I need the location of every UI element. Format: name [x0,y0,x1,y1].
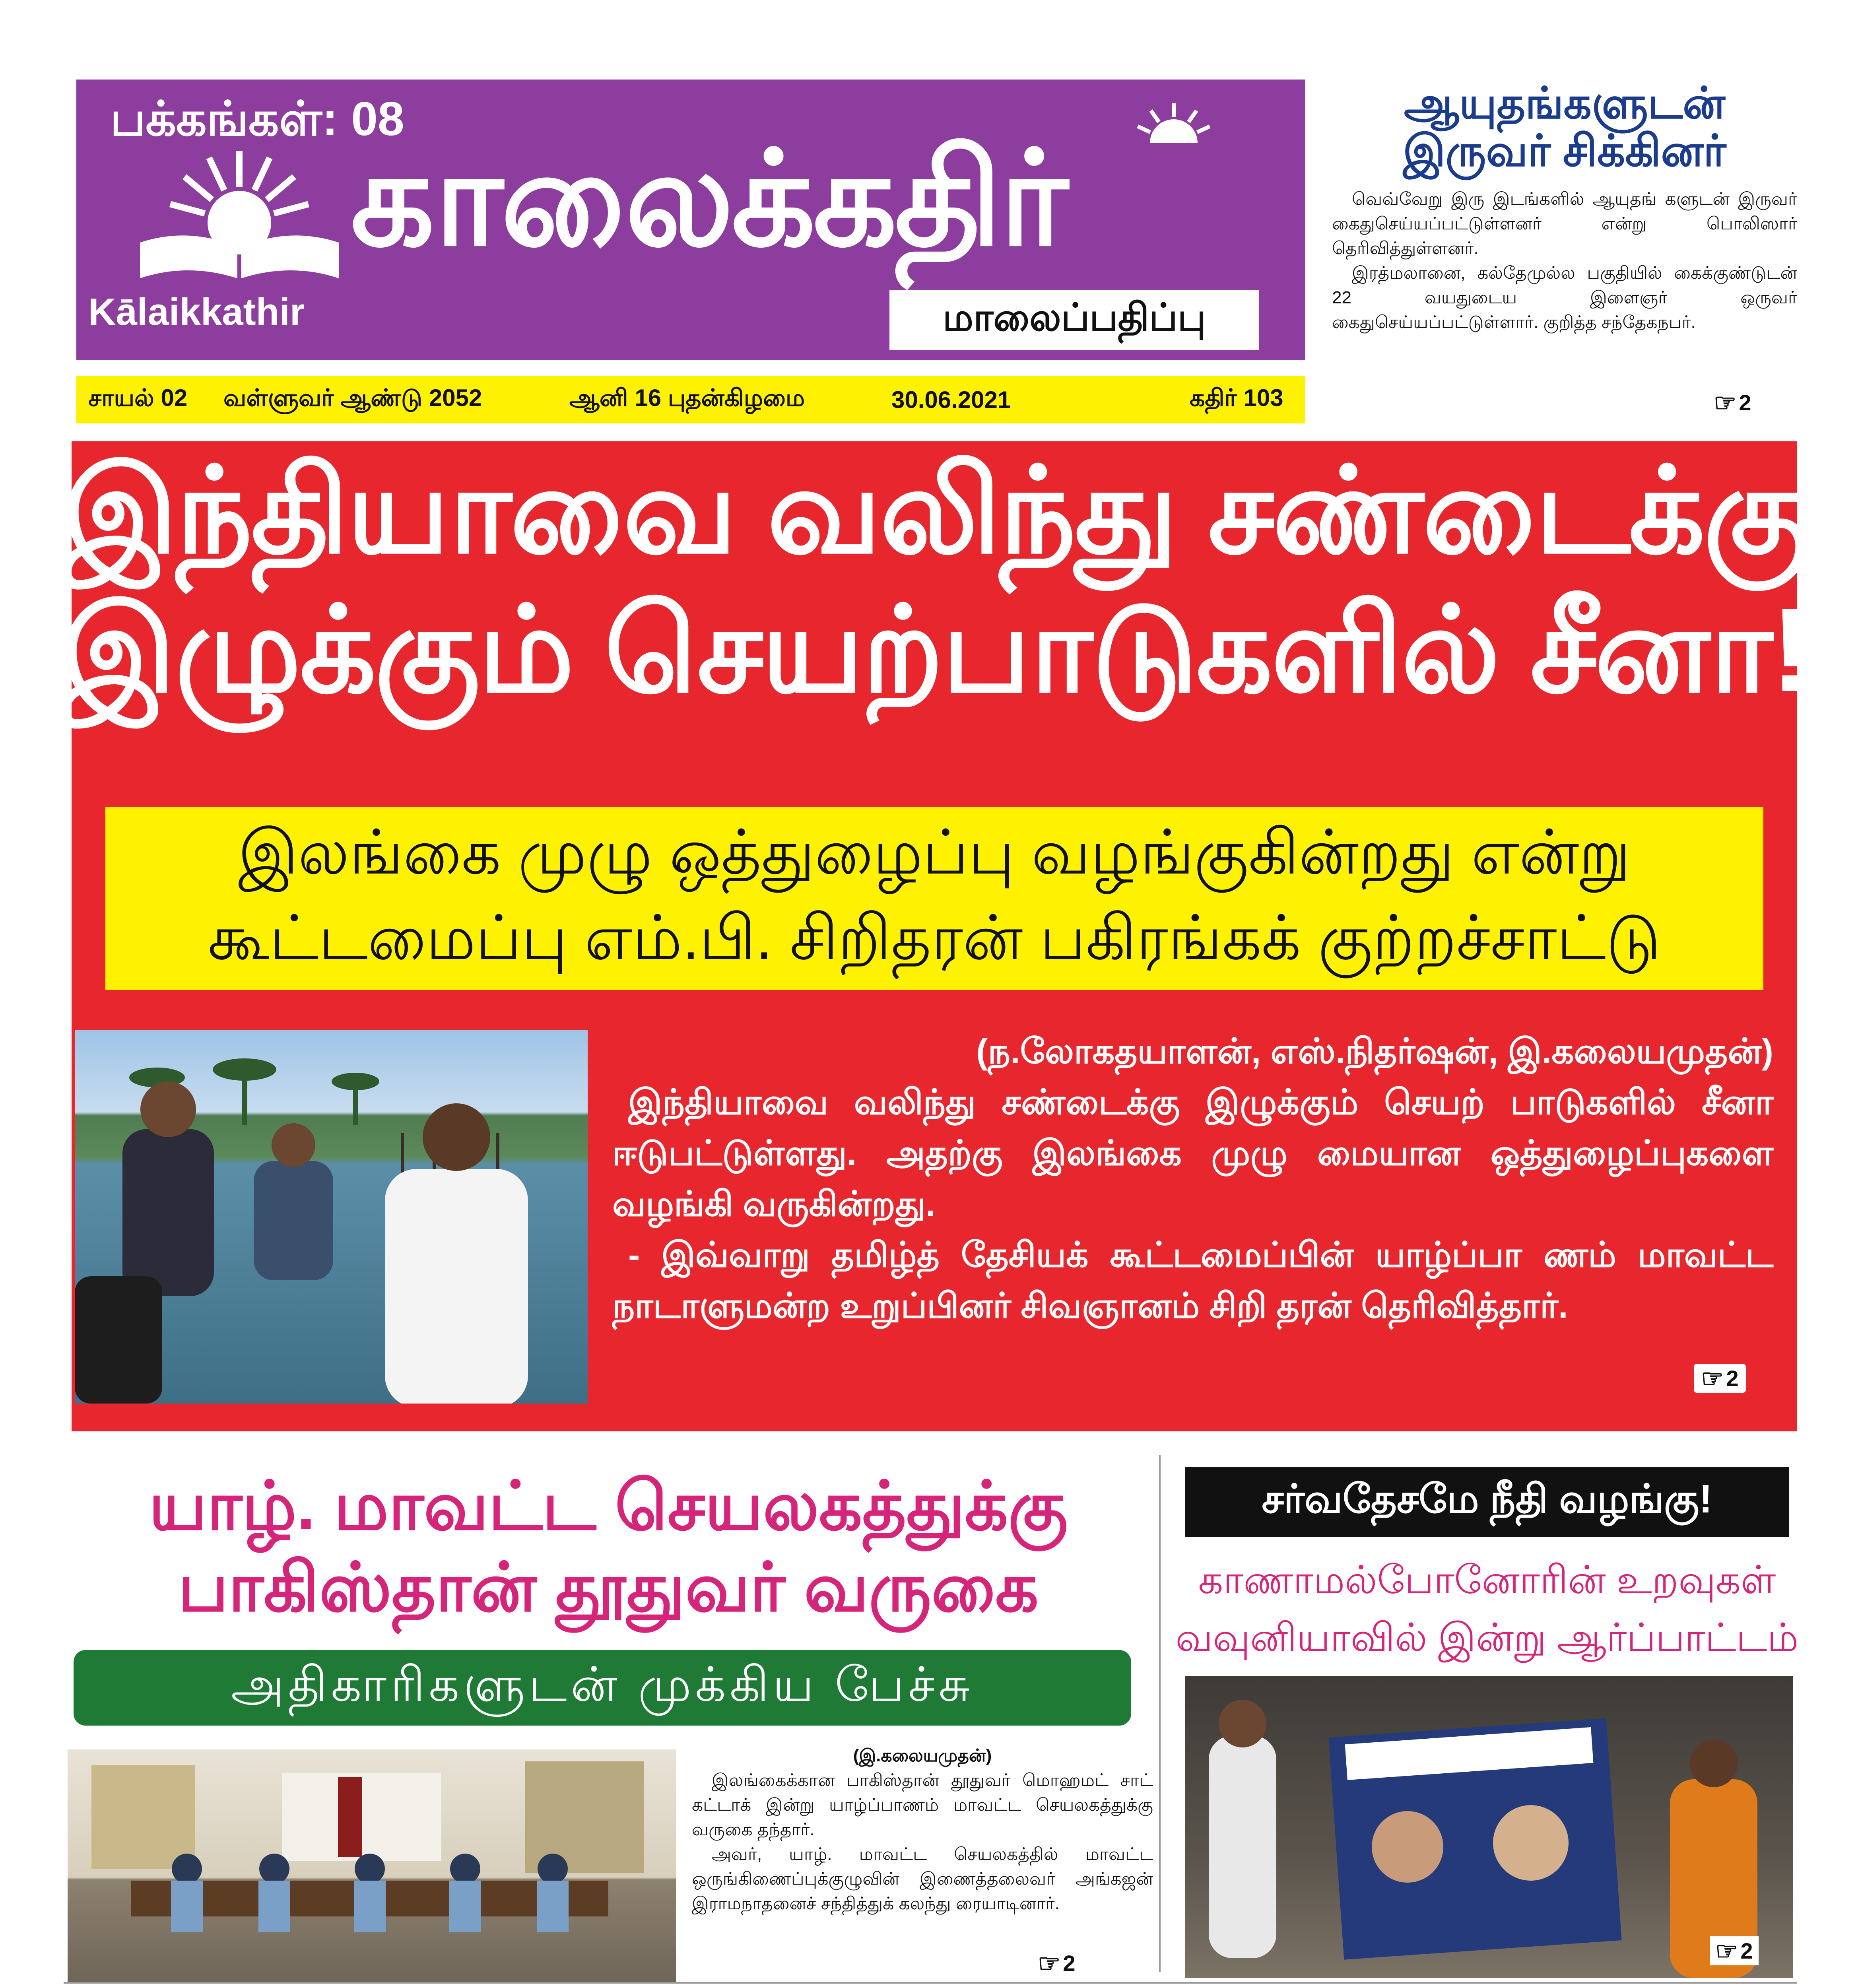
pakistan-byline: (இ.கலையமுதன்) [853,1746,992,1765]
latin-name: Kālaikkathir [88,291,305,333]
pakistan-photo [68,1749,676,1982]
lead-headline-1: இந்தியாவை வலிந்து சண்டைக்கு [61,443,1808,577]
teaser-headline-2: இருவர் சிக்கினர் [1403,126,1726,175]
pakistan-banner-label: அதிகாரிகளுடன் முக்கிய பேச்சு [231,1658,974,1711]
people [75,1081,528,1404]
pages-label: பக்கங்கள்: 08 [110,92,404,146]
lead-subhead-box [105,807,1763,990]
small-sun-icon [1134,103,1213,147]
sun-book-logo [128,143,351,294]
teaser-article [1332,80,1797,437]
lead-subhead-2: கூட்டமைப்பு எம்.பி. சிறிதரன் பகிரங்கக் குற்றச்சாட்டு [208,903,1661,972]
lead-body-2: - இவ்வாறு தமிழ்த் தேசியக் கூட்டமைப்பின் யாழ்ப்பா ணம் மாவட்ட நாடாளுமன்ற உறுப்பினர் சிவஞானம் சிறி தரன் தெரிவித்தார். [612,1235,1773,1325]
lead-subhead-1: இலங்கை முழு ஒத்துழைப்பு வழங்குகின்றது என்று [238,818,1631,887]
edition-label: மாலைப்பதிப்பு [942,296,1206,339]
lead-page-ref: 2 [1726,1366,1739,1391]
lead-continued[interactable] [1694,1364,1746,1393]
teaser-page-ref: 2 [1739,390,1751,415]
pakistan-continued[interactable] [1038,1950,1076,1976]
pointing-hand-icon: ☞ [1038,1949,1061,1978]
teaser-para-1: வெவ்வேறு இரு இடங்களில் ஆயுதங் களுடன் இருவர் கைதுசெய்யப்பட்டுள்ளனர் என்று பொலிஸார் தெரிவித்துள்ளனர். [1332,189,1797,258]
pakistan-text [692,1743,1153,1916]
protest-headline-1: காணாமல்போனோரின் உறவுகள் [1198,1557,1776,1602]
pakistan-headline-2: பாகிஸ்தான் தூதுவர் வருகை [178,1550,1039,1625]
protest-continued[interactable] [1710,1936,1759,1965]
masthead [76,80,1305,360]
protest-banner [1185,1467,1789,1537]
protest-photo [1185,1676,1793,1978]
pakistan-headline-1: யாழ். மாவட்ட செயலகத்துக்கு [149,1468,1068,1544]
pakistan-page-ref: 2 [1063,1951,1076,1976]
edition-badge [889,290,1259,350]
teaser-headline-1: ஆயுதங்களுடன் [1404,79,1725,128]
dateline-bar [76,376,1305,423]
teaser-continued[interactable] [1714,390,1751,415]
kathir-label: கதிர் 103 [1190,384,1283,411]
protest-banner-label: சர்வதேசமே நீதி வழங்கு! [1262,1477,1712,1521]
pointing-hand-icon: ☞ [1701,1364,1724,1393]
lead-photo [75,1030,588,1404]
lead-byline: (ந.லோகதயாளன், எஸ்.நிதர்ஷன், இ.கலையமுதன்) [976,1031,1773,1071]
lead-story [59,441,1810,1431]
lead-text-block [612,1026,1773,1408]
pakistan-para-1: இலங்கைக்கான பாகிஸ்தான் தூதுவர் மொஹமட் சாட் கட்டாக் இன்று யாழ்ப்பாணம் மாவட்ட செயலகத்துக்கு வருகை தந்தார். [692,1771,1153,1839]
date-label: 30.06.2021 [891,386,1011,413]
lead-headline-2: இழுக்கும் செயற்பாடுகளில் சீனா! [59,582,1810,716]
issue-label: சாயல் 02 [88,384,188,411]
tamil-date-label: ஆனி 16 புதன்கிழமை [569,384,805,411]
pointing-hand-icon: ☞ [1715,1936,1738,1965]
pointing-hand-icon: ☞ [1714,388,1737,417]
teaser-para-2: இரத்மலானை, கல்தேமுல்ல பகுதியில் கைக்குண்டுடன் 22 வயதுடைய இளைஞர் ஒருவர் கைதுசெய்யப்பட்டுள்ளார். குறித்த சந்தேகநபர். [1332,263,1797,332]
protest-headline-2: வவுனியாவில் இன்று ஆர்ப்பாட்டம் [1175,1615,1799,1659]
column-divider [1159,1455,1161,1972]
pakistan-para-2: அவர், யாழ். மாவட்ட செயலகத்தில் மாவட்ட ஒருங்கிணைப்புக்குழுவின் இணைத்தலைவர் அங்கஜன் இராமநாதனைச் சந்தித்துக் கலந்து ரையாடினார். [692,1844,1153,1913]
lead-body-1: இந்தியாவை வலிந்து சண்டைக்கு இழுக்கும் செயற் பாடுகளில் சீனா ஈடுபட்டுள்ளது. அதற்கு இலங்கை முழு மையான ஒத்துழைப்புகளை வழங்கி வருகின்றது. [612,1082,1773,1223]
year-label: வள்ளுவர் ஆண்டு 2052 [223,384,482,411]
masthead-title: காலைக்கதிர் [351,125,1066,272]
protest-page-ref: 2 [1740,1938,1753,1963]
pakistan-banner [74,1650,1131,1726]
section-divider [64,1982,1797,1984]
